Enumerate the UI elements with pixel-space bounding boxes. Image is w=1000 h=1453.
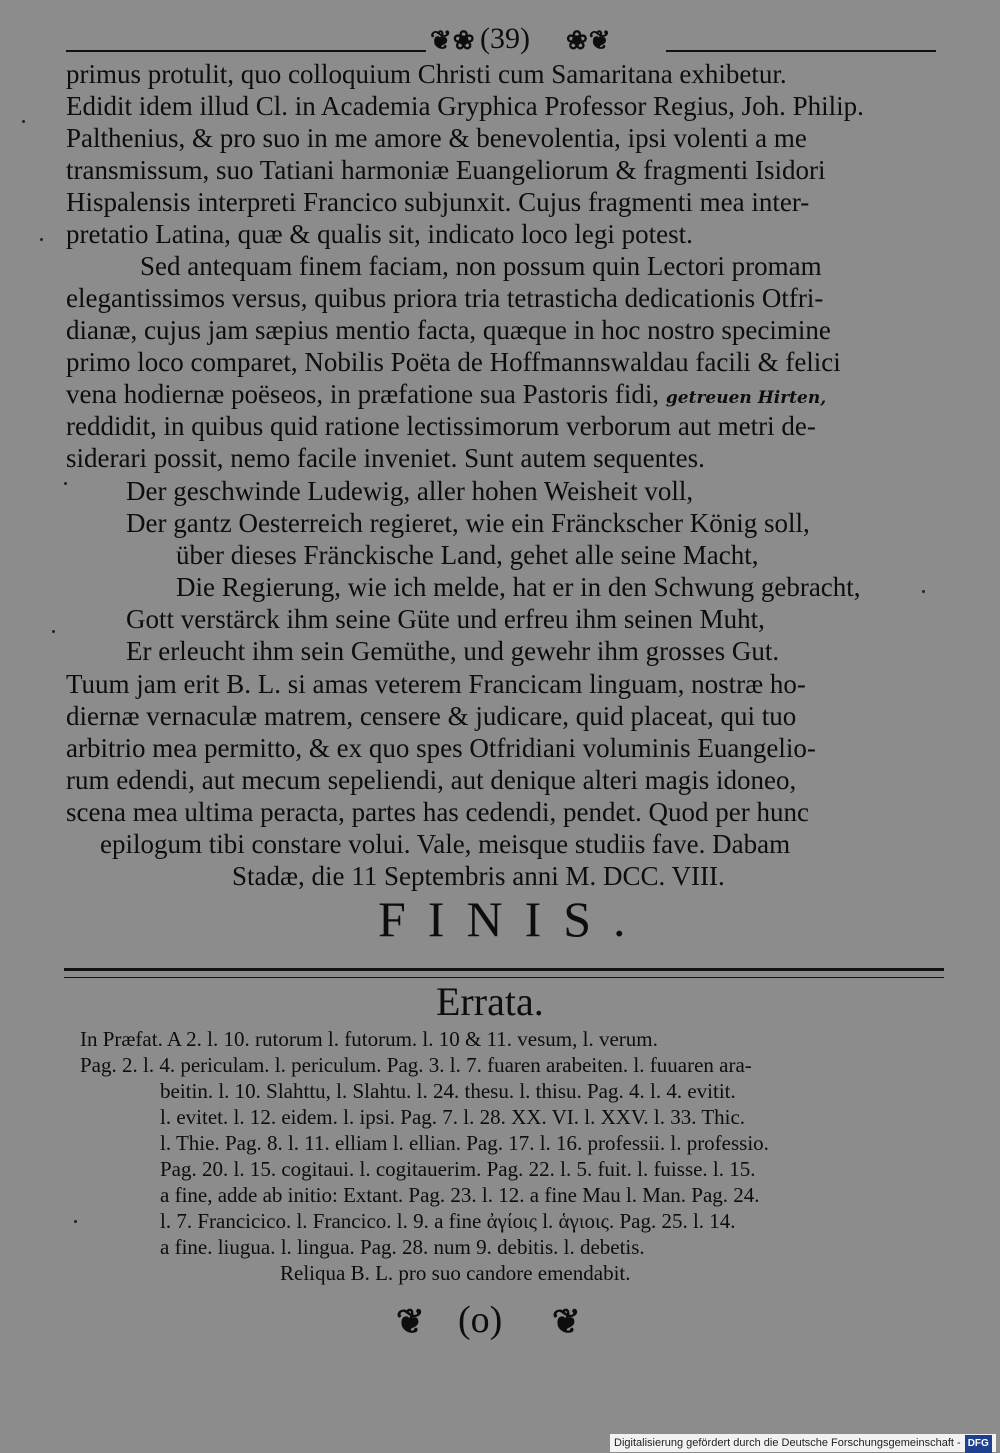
- errata-line: Pag. 2. l. 4. periculam. l. periculum. Pag. 3. l. 7. fuaren arabeiten. l. fuuaren ara-: [80, 1053, 752, 1077]
- body-line: reddidit, in quibus quid ratione lectissimorum verborum aut metri de-: [66, 411, 816, 441]
- closing-line: scena mea ultima peracta, partes has cedendi, pendet. Quod per hunc: [66, 797, 809, 827]
- closing-line: rum edendi, aut mecum sepeliendi, aut denique alteri magis idoneo,: [66, 765, 797, 795]
- credit-text: Digitalisierung gefördert durch die Deutsche Forschungsgemeinschaft -: [614, 1437, 961, 1449]
- errata-line: l. evitet. l. 12. eidem. l. ipsi. Pag. 7. l. 28. XX. VI. l. XXV. l. 33. Thic.: [160, 1105, 746, 1129]
- scan-speck: [74, 1220, 77, 1223]
- body-line: primus protulit, quo colloquium Christi cum Samaritana exhibetur.: [66, 59, 787, 89]
- closing-line: diernæ vernaculæ matrem, censere & judicare, quid placeat, qui tuo: [66, 701, 797, 731]
- header-rule-right: [666, 50, 936, 52]
- body-line: Sed antequam finem faciam, non possum quin Lectori promam: [140, 251, 822, 281]
- footer-signature-mark: (o): [458, 1299, 503, 1341]
- errata-line: a fine, adde ab initio: Extant. Pag. 23. l. 12. a fine Mau l. Man. Pag. 24.: [160, 1183, 760, 1207]
- footer-ornament-right: ❦: [552, 1304, 581, 1341]
- finis-heading: FINIS.: [378, 891, 648, 947]
- body-line: primo loco comparet, Nobilis Poëta de Hoffmannswaldau facili & felici: [66, 347, 841, 377]
- body-line: pretatio Latina, quæ & qualis sit, indicato loco legi potest.: [66, 219, 693, 249]
- header-ornament-right: ❀❦: [566, 26, 612, 55]
- errata-line: In Præfat. A 2. l. 10. rutorum l. futorum. l. 10 & 11. vesum, l. verum.: [80, 1027, 658, 1051]
- body-line-text: vena hodiernæ poëseos, in præfatione sua Pastoris fidi,: [66, 379, 660, 409]
- page-number: (39): [480, 22, 530, 55]
- scan-speck: [64, 482, 67, 485]
- closing-line: arbitrio mea permitto, & ex quo spes Otfridiani voluminis Euangelio-: [66, 733, 816, 763]
- page-header: [66, 22, 942, 62]
- footer-ornament-left: ❦: [396, 1304, 425, 1341]
- body-line: Edidit idem illud Cl. in Academia Gryphica Professor Regius, Joh. Philip.: [66, 91, 864, 121]
- header-ornament-left: ❦❀: [430, 26, 476, 55]
- verse-line: Gott verstärck ihm seine Güte und erfreu ihm seinen Muht,: [126, 604, 765, 634]
- body-line: dianæ, cujus jam sæpius mentio facta, quæque in hoc nostro specimine: [66, 315, 831, 345]
- scan-speck: [40, 238, 43, 241]
- closing-line: epilogum tibi constare volui. Vale, meisque studiis fave. Dabam: [100, 829, 791, 859]
- verse-line: über dieses Fränckische Land, gehet alle seine Macht,: [176, 540, 759, 570]
- scan-speck: [52, 630, 55, 633]
- dfg-logo: DFG: [965, 1435, 992, 1453]
- body-line: elegantissimos versus, quibus priora tria tetrasticha dedicationis Otfri-: [66, 283, 824, 313]
- errata-divider: [64, 968, 944, 978]
- gothic-phrase: getreuen Hirten,: [665, 388, 827, 408]
- errata-line: Reliqua B. L. pro suo candore emendabit.: [280, 1261, 631, 1285]
- errata-line: l. 7. Francicico. l. Francico. l. 9. a fine ἀγίοις l. ἁγιοις. Pag. 25. l. 14.: [160, 1209, 736, 1233]
- body-line: siderari possit, nemo facile inveniet. Sunt autem sequentes.: [66, 443, 705, 473]
- verse-line: Er erleucht ihm sein Gemüthe, und gewehr ihm grosses Gut.: [126, 636, 780, 666]
- errata-line: Pag. 20. l. 15. cogitaui. l. cogitauerim. Pag. 22. l. 5. fuit. l. fuisse. l. 15.: [160, 1157, 756, 1181]
- scan-speck: [22, 120, 25, 123]
- verse-line: Die Regierung, wie ich melde, hat er in den Schwung gebracht,: [176, 572, 861, 602]
- errata-line: l. Thie. Pag. 8. l. 11. elliam l. ellian. Pag. 17. l. 16. professii. l. professio.: [160, 1131, 769, 1155]
- errata-line: beitin. l. 10. Slahttu, l. Slahtu. l. 24. thesu. l. thisu. Pag. 4. l. 4. evitit.: [160, 1079, 736, 1103]
- header-rule-left: [66, 50, 426, 52]
- body-line: Hispalensis interpreti Francico subjunxit. Cujus fragmenti mea inter-: [66, 187, 810, 217]
- closing-line: Tuum jam erit B. L. si amas veterem Francicam linguam, nostræ ho-: [66, 669, 806, 699]
- errata-line: a fine. liugua. l. lingua. Pag. 28. num 9. debitis. l. debetis.: [160, 1235, 645, 1259]
- body-line: [66, 378, 826, 414]
- scan-speck: [922, 590, 925, 593]
- dateline: Stadæ, die 11 Septembris anni M. DCC. VIII.: [232, 861, 725, 891]
- verse-line: Der gantz Oesterreich regieret, wie ein Fränckscher König soll,: [126, 508, 810, 538]
- verse-line: Der geschwinde Ludewig, aller hohen Weisheit voll,: [126, 476, 694, 506]
- digitization-credit: [610, 1434, 996, 1452]
- errata-title: Errata.: [436, 979, 544, 1024]
- body-line: transmissum, suo Tatiani harmoniæ Euangeliorum & fragmenti Isidori: [66, 155, 826, 185]
- body-line: Palthenius, & pro suo in me amore & benevolentia, ipsi volenti a me: [66, 123, 807, 153]
